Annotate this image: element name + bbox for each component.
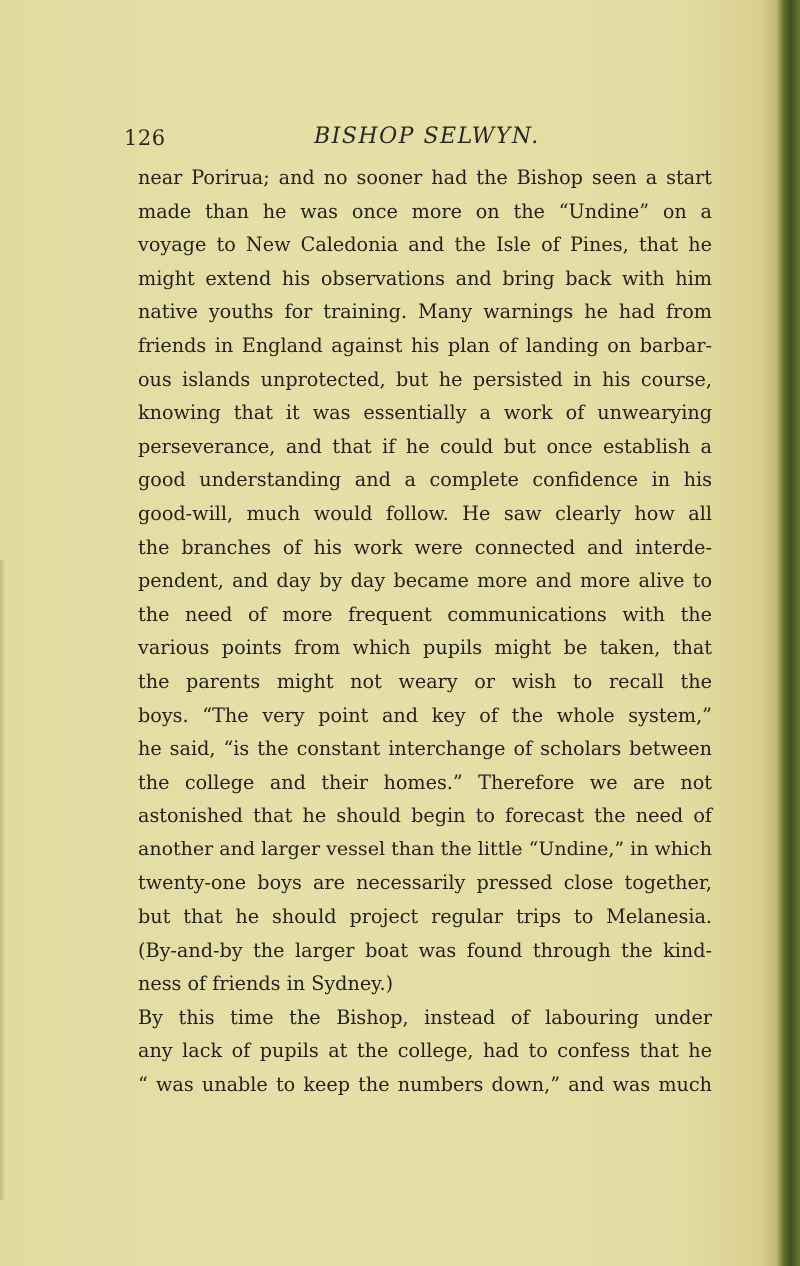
- page-edge-shadow: [762, 0, 776, 1266]
- text-line: the college and their homes.” Therefore we are not: [138, 770, 712, 794]
- text-line: friends in England against his plan of landing on barbar-: [138, 333, 712, 357]
- running-head: BISHOP SELWYN.: [314, 124, 540, 149]
- text-line: pendent, and day by day became more and more alive to: [138, 569, 712, 593]
- page-edge: [776, 0, 800, 1266]
- page-header: [124, 118, 684, 158]
- text-line: made than he was once more on the “Undine” on a: [138, 199, 712, 223]
- text-line: good-will, much would follow. He saw clearly how all: [138, 501, 712, 525]
- text-line: ous islands unprotected, but he persisted in his course,: [138, 367, 712, 391]
- text-line: near Porirua; and no sooner had the Bishop seen a start: [138, 166, 712, 189]
- text-line: astonished that he should begin to forecast the need of: [138, 804, 712, 828]
- body-text: [138, 161, 712, 1102]
- text-line: By this time the Bishop, instead of labouring under: [138, 1005, 712, 1029]
- text-line: perseverance, and that if he could but once establish a: [138, 434, 712, 458]
- text-line: boys. “The very point and key of the whole system,”: [138, 703, 712, 727]
- text-line: good understanding and a complete confidence in his: [138, 468, 712, 492]
- text-line: knowing that it was essentially a work of unwearying: [138, 401, 712, 425]
- text-line: another and larger vessel than the little “Undine,” in which: [138, 837, 713, 860]
- text-line: native youths for training. Many warnings he had from: [138, 300, 712, 324]
- text-line: twenty-one boys are necessarily pressed close together,: [138, 871, 712, 895]
- text-line: ness of friends in Sydney.): [138, 972, 394, 996]
- text-line: the parents might not weary or wish to recall the: [138, 669, 712, 693]
- text-line: voyage to New Caledonia and the Isle of Pines, that he: [138, 233, 712, 257]
- page-gutter-shadow: [0, 560, 6, 1200]
- text-line: he said, “is the constant interchange of scholars between: [138, 737, 712, 761]
- text-line: the branches of his work were connected and interde-: [138, 535, 712, 559]
- page-number: 126: [124, 126, 166, 150]
- text-line: “ was unable to keep the numbers down,” and was much: [138, 1073, 712, 1097]
- text-line: the need of more frequent communications with the: [138, 602, 712, 626]
- text-line: might extend his observations and bring back with him: [138, 266, 712, 290]
- text-line: various points from which pupils might be taken, that: [138, 636, 712, 660]
- text-line: any lack of pupils at the college, had to confess that he: [138, 1039, 712, 1063]
- text-line: (By-and-by the larger boat was found through the kind-: [138, 938, 712, 962]
- text-line: but that he should project regular trips to Melanesia.: [138, 905, 712, 929]
